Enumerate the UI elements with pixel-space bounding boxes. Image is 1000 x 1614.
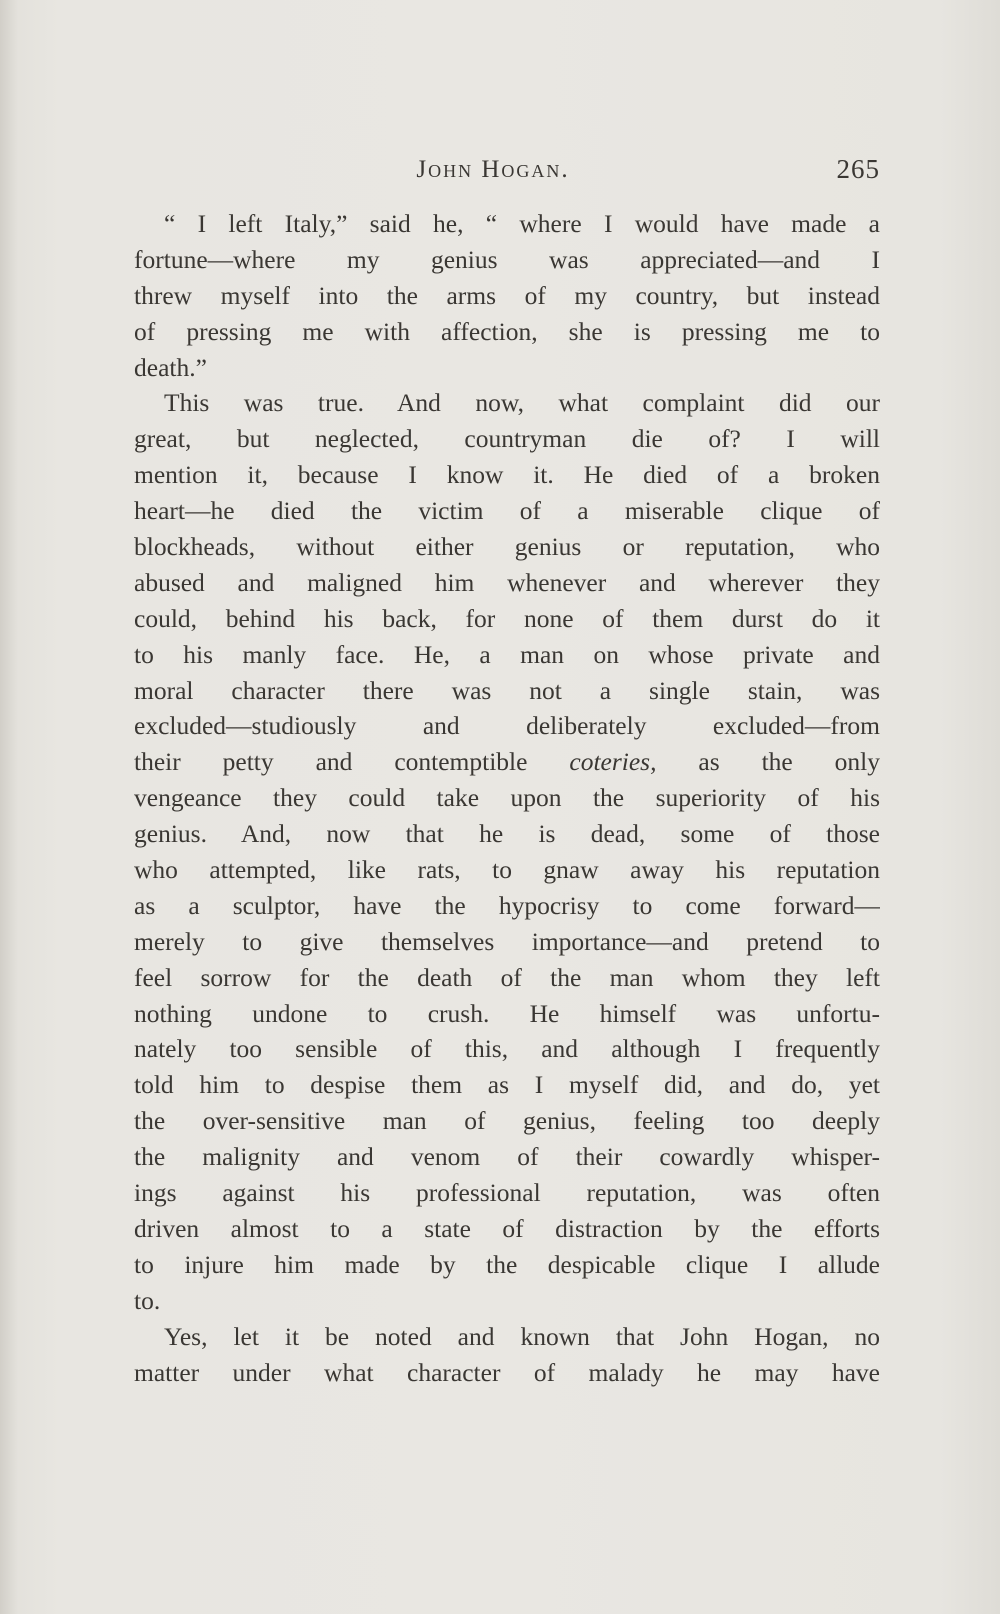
text-line: to injure him made by the despicable clique I allude (134, 1249, 880, 1279)
text-line: driven almost to a state of distraction by the efforts (134, 1213, 880, 1243)
text-line: the malignity and venom of their cowardly whisper- (134, 1142, 880, 1172)
text-segment: as the only (656, 747, 880, 777)
text-line: excluded—studiously and deliberately excluded—from (134, 711, 880, 741)
text-line: Yes, let it be noted and known that John Hogan, no (164, 1321, 880, 1351)
text-line: great, but neglected, countryman die of? I will (134, 424, 880, 454)
text-line: threw myself into the arms of my country, but instead (134, 280, 880, 310)
text-line: death.” (134, 352, 207, 382)
text-line: the over-sensitive man of genius, feeling too deeply (134, 1106, 880, 1136)
body-text (134, 206, 880, 1390)
text-line: matter under what character of malady he may have (134, 1357, 880, 1387)
text-line: to his manly face. He, a man on whose private and (134, 639, 880, 669)
text-line: genius. And, now that he is dead, some of those (134, 819, 880, 849)
text-line: heart—he died the victim of a miserable clique of (134, 496, 880, 526)
text-line: as a sculptor, have the hypocrisy to come forward— (134, 890, 880, 920)
text-line: nately too sensible of this, and although I frequently (134, 1034, 880, 1064)
text-line: nothing undone to crush. He himself was unfortu- (134, 998, 880, 1028)
text-line: This was true. And now, what complaint did our (164, 388, 880, 418)
text-line: abused and maligned him whenever and wherever they (134, 567, 880, 597)
running-header (136, 150, 880, 190)
text-line: blockheads, without either genius or reputation, who (134, 532, 880, 562)
text-segment: their petty and contemptible (134, 747, 570, 777)
text-line: “ I left Italy,” said he, “ where I would have made a (164, 209, 880, 238)
text-line (134, 744, 880, 780)
text-line: told him to despise them as I myself did, and do, yet (134, 1070, 880, 1100)
text-line: mention it, because I know it. He died of a broken (134, 460, 880, 490)
text-line: merely to give themselves importance—and pretend to (134, 926, 880, 956)
page-gutter-shadow (0, 0, 18, 1614)
text-line: moral character there was not a single stain, was (134, 675, 880, 705)
text-line: of pressing me with affection, she is pressing me to (134, 316, 880, 346)
text-line: who attempted, like rats, to gnaw away his reputation (134, 855, 880, 885)
text-line: ings against his professional reputation, was often (134, 1178, 880, 1208)
text-line: to. (134, 1285, 161, 1315)
text-line: feel sorrow for the death of the man whom they left (134, 962, 880, 992)
page-number: 265 (836, 154, 880, 184)
text-line: vengeance they could take upon the superiority of his (134, 783, 880, 813)
text-line: could, behind his back, for none of them durst do it (134, 603, 880, 633)
running-title: John Hogan. (416, 156, 570, 183)
italic-word: coteries, (569, 747, 657, 777)
text-line: fortune—where my genius was appreciated—and I (134, 244, 880, 274)
